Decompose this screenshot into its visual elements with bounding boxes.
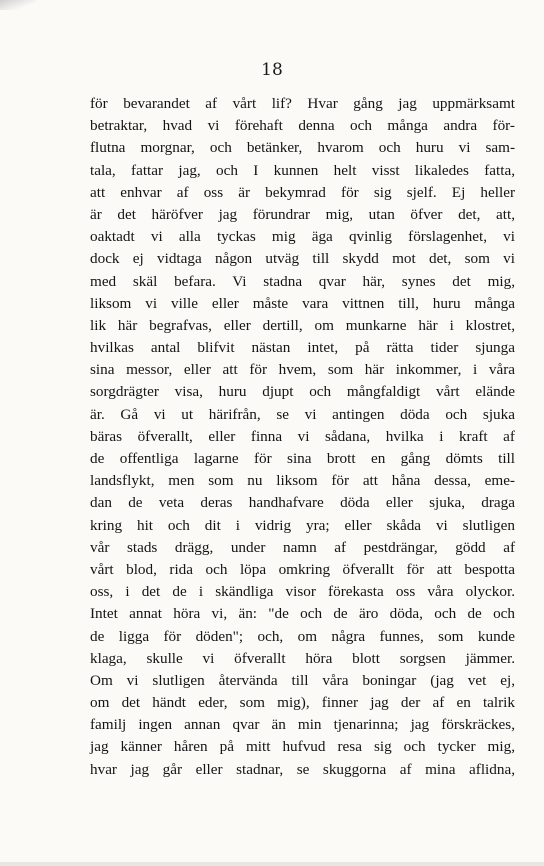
text-line: de ligga för döden"; och, om några funnes, som kunde bbox=[90, 627, 515, 645]
scan-edge bbox=[0, 862, 544, 866]
text-line: liksom vi ville eller måste vara vittnen till, huru många bbox=[90, 294, 515, 312]
text-line: hvar jag går eller stadnar, se skuggorna af mina aflidna, bbox=[90, 760, 515, 778]
text-line: vårt blod, rida och löpa omkring öfverallt för att bespotta bbox=[90, 560, 515, 578]
text-line: tala, fattar jag, och I kunnen helt visst likaledes fatta, bbox=[90, 161, 515, 179]
text-line: bäras öfverallt, eller finna vi sådana, hvilka i kraft af bbox=[90, 427, 515, 445]
text-line: de offentliga lagarne för sina brott en gång dömts till bbox=[90, 450, 515, 467]
text-line: familj ingen annan qvar än min tjenarinna; jag förskräckes, bbox=[90, 716, 515, 734]
text-line: om det händt eder, som mig), finner jag der af en talrik bbox=[90, 694, 515, 712]
text-line: dock ej vidtaga någon utväg till skydd mot det, som vi bbox=[90, 250, 515, 268]
text-line: klaga, skulle vi öfverallt höra blott sorgsen jämmer. bbox=[90, 649, 515, 667]
text-line: kring hit och dit i vidrig yra; eller skåda vi slutligen bbox=[90, 516, 515, 534]
text-line: sorgdrägter visa, huru djupt och mångfaldigt vårt elände bbox=[90, 383, 515, 401]
text-line: dan de veta deras handhafvare döda eller sjuka, draga bbox=[90, 494, 515, 512]
scan-corner-shadow bbox=[0, 0, 36, 10]
text-line: oaktadt vi alla tyckas mig äga qvinlig förslagenhet, vi bbox=[90, 228, 515, 246]
text-line: betraktar, hvad vi förehaft denna och många andra för- bbox=[90, 117, 515, 135]
text-line: flutna morgnar, och betänker, hvarom och huru vi sam- bbox=[90, 139, 515, 157]
text-line: är det häröfver jag förundrar mig, utan öfver det, att, bbox=[90, 205, 515, 223]
text-line: landsflykt, men som nu liksom för att håna dessa, eme- bbox=[90, 472, 515, 490]
text-line: för bevarandet af vårt lif? Hvar gång jag uppmärksamt bbox=[90, 95, 515, 112]
text-line: hvilkas antal blifvit nästan intet, på rätta tider sjunga bbox=[90, 339, 515, 357]
text-line: med skäl befara. Vi stadna qvar här, synes det mig, bbox=[90, 272, 515, 290]
page-number: 18 bbox=[261, 60, 283, 80]
text-line: oss, i det de i skändliga visor förekasta oss våra olyckor. bbox=[90, 583, 515, 601]
body-text bbox=[90, 93, 515, 781]
text-line: är. Gå vi ut härifrån, se vi antingen döda och sjuka bbox=[90, 405, 515, 423]
text-line: lik här begrafvas, eller dertill, om munkarne här i klostret, bbox=[90, 316, 515, 334]
text-line: att enhvar af oss är bekymrad för sig sjelf. Ej heller bbox=[90, 183, 515, 201]
text-line: sina messor, eller att för hvem, som här inkommer, i våra bbox=[90, 361, 515, 379]
text-line: Intet annat höra vi, än: "de och de äro döda, och de och bbox=[90, 605, 515, 623]
text-line: vår stads drägg, under namn af pestdrängar, gödd af bbox=[90, 538, 515, 556]
text-line: Om vi slutligen återvända till våra boningar (jag vet ej, bbox=[90, 671, 515, 689]
text-line: jag känner håren på mitt hufvud resa sig och tycker mig, bbox=[90, 738, 515, 756]
